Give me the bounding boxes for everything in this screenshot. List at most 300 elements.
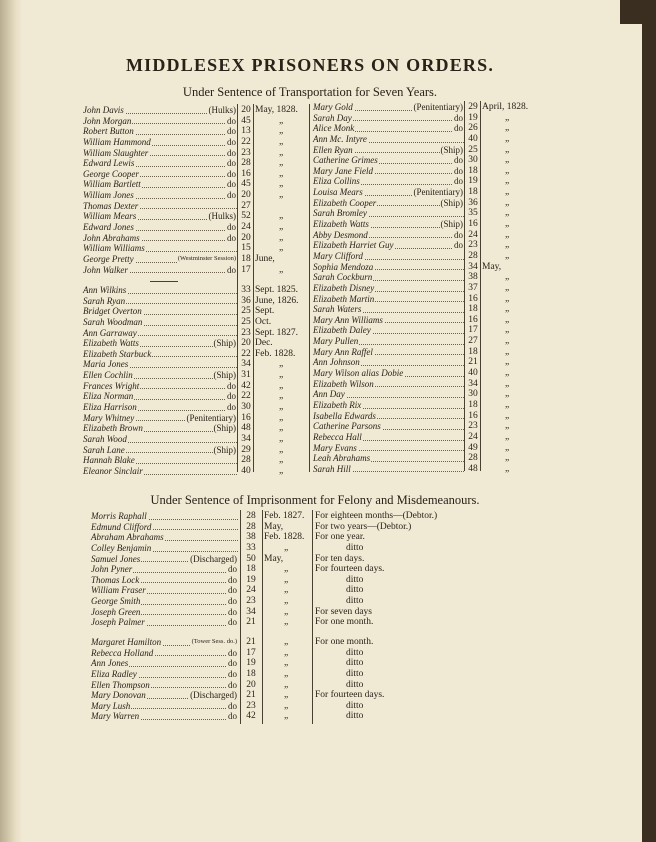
prisoner-note: (Ship) xyxy=(440,144,463,155)
prisoner-name xyxy=(90,711,140,722)
sentence-term: For one month. xyxy=(315,617,374,628)
prisoner-age: 22 xyxy=(241,391,251,402)
prisoner-name-text: Edward Lewis xyxy=(83,158,135,169)
prisoner-name xyxy=(90,522,152,533)
column-rule xyxy=(309,104,310,472)
prisoner-age: 20 xyxy=(241,338,251,349)
prisoner-note: (Hulks) xyxy=(208,211,236,222)
prisoner-name xyxy=(90,658,129,669)
record-row xyxy=(312,304,510,315)
sentence-date: „ xyxy=(505,187,510,198)
prisoner-note: do xyxy=(227,147,236,158)
prisoner-age: 22 xyxy=(241,348,251,359)
sentence-date: „ xyxy=(505,229,510,240)
prisoner-name xyxy=(90,532,165,543)
prisoner-note: do xyxy=(227,136,236,147)
prisoner-name-text: Catherine Grimes xyxy=(313,155,378,166)
prisoner-name xyxy=(312,251,364,262)
sentence-date: „ xyxy=(279,190,284,201)
sentence-date: „ xyxy=(279,444,284,455)
prisoner-name-text: Mary Ann Williams xyxy=(313,314,383,325)
sentence-term: For seven days xyxy=(315,606,372,617)
record-row xyxy=(312,208,510,219)
sentence-term: ditto xyxy=(346,574,364,585)
prisoner-name-text: Mary Clifford xyxy=(313,250,363,261)
record-row xyxy=(312,261,502,273)
prisoner-name xyxy=(90,575,140,586)
sentence-date: „ xyxy=(505,378,510,389)
prisoner-age: 16 xyxy=(241,412,251,423)
prisoner-note: (Ship) xyxy=(213,338,236,349)
record-row xyxy=(82,253,275,265)
record-row xyxy=(82,222,284,233)
record-row xyxy=(90,637,374,648)
prisoner-name-text: Mary Jane Field xyxy=(313,165,373,176)
prisoner-age: 38 xyxy=(246,532,256,543)
sentence-date: „ xyxy=(505,197,510,208)
prisoner-age: 45 xyxy=(241,179,251,190)
prisoner-name xyxy=(90,511,148,522)
sentence-date: „ xyxy=(284,564,289,575)
record-row xyxy=(90,647,364,659)
prisoner-age: 40 xyxy=(468,368,478,379)
sentence-date: April, 1828. xyxy=(482,102,529,112)
prisoner-note: (Ship) xyxy=(440,219,463,230)
sentence-term: ditto xyxy=(346,658,364,669)
sentence-date: „ xyxy=(279,264,284,275)
sentence-date: „ xyxy=(279,455,284,466)
prisoner-name-text: Bridget Overton xyxy=(83,306,142,317)
sentence-term: For one month. xyxy=(315,637,374,647)
column-rule xyxy=(464,101,465,471)
record-row xyxy=(90,596,364,607)
record-row xyxy=(82,455,284,466)
prisoner-note: (Penitentiary) xyxy=(413,187,463,198)
record-row xyxy=(312,421,510,432)
prisoner-name-text: Elizabeth Watts xyxy=(83,338,139,349)
prisoner-note: (Westminster Session) xyxy=(177,254,237,265)
record-row xyxy=(82,348,296,360)
prisoner-note: (Discharged) xyxy=(190,690,237,701)
sentence-date: „ xyxy=(279,370,284,381)
prisoner-name xyxy=(312,166,374,177)
sentence-date: „ xyxy=(279,391,284,402)
record-row xyxy=(312,389,510,400)
prisoner-name xyxy=(82,306,143,317)
record-row xyxy=(312,314,510,326)
record-row xyxy=(90,542,364,554)
prisoner-age: 28 xyxy=(468,250,478,261)
sentence-date: „ xyxy=(505,112,510,123)
prisoner-note: (Ship) xyxy=(213,423,236,434)
prisoner-name xyxy=(312,368,404,379)
sentence-date: Feb. 1828. xyxy=(255,348,296,359)
record-row xyxy=(82,306,275,317)
sentence-date: „ xyxy=(284,542,289,553)
sentence-term: ditto xyxy=(346,542,364,553)
prisoner-name-text: Sarah Cockburn xyxy=(313,272,373,283)
record-row xyxy=(90,617,374,628)
prisoner-age: 18 xyxy=(468,399,478,410)
prisoner-name xyxy=(312,283,375,294)
prisoner-note: do xyxy=(454,155,463,166)
record-row xyxy=(90,574,364,586)
record-row xyxy=(82,423,284,434)
sentence-date: „ xyxy=(279,243,284,254)
sentence-date: „ xyxy=(505,442,510,453)
prisoner-age: 30 xyxy=(468,155,478,166)
record-row xyxy=(312,431,510,443)
sentence-date: „ xyxy=(284,596,289,607)
sentence-date: „ xyxy=(279,423,284,434)
prisoner-age: 18 xyxy=(246,668,256,679)
prisoner-age: 24 xyxy=(468,229,478,240)
prisoner-age: 19 xyxy=(246,658,256,669)
sentence-term: For fourteen days. xyxy=(315,564,385,575)
prisoner-age: 23 xyxy=(246,700,256,711)
prisoner-name xyxy=(312,336,359,347)
prisoner-name xyxy=(312,155,379,166)
prisoner-note: do xyxy=(227,115,236,126)
prisoner-name xyxy=(90,690,147,701)
prisoner-age: 28 xyxy=(241,455,251,466)
prisoner-age: 45 xyxy=(241,115,251,126)
prisoner-note: do xyxy=(454,112,463,123)
sentence-date: „ xyxy=(505,431,510,442)
sentence-date: Oct. xyxy=(255,316,272,327)
prisoner-age: 20 xyxy=(246,679,256,690)
prisoner-name-text: Ann Wilkins xyxy=(83,285,127,295)
sentence-date: „ xyxy=(505,399,510,410)
record-row xyxy=(82,232,284,244)
record-row xyxy=(82,380,284,392)
prisoner-name-text: Elizabeth Watts xyxy=(313,219,369,230)
record-row xyxy=(312,187,510,198)
record-row xyxy=(312,463,510,475)
sentence-date: „ xyxy=(505,272,510,283)
prisoner-name-text: Sarah Ryan xyxy=(83,295,126,306)
prisoner-note: do xyxy=(228,606,237,617)
sentence-date: „ xyxy=(284,574,289,585)
prisoner-name-text: William Bartlett xyxy=(83,179,141,190)
prisoner-name xyxy=(312,262,374,273)
prisoner-name-text: John Davis xyxy=(83,105,124,115)
prisoner-name xyxy=(82,158,135,169)
prisoner-age: 50 xyxy=(246,553,256,564)
sentence-date: „ xyxy=(505,453,510,464)
prisoner-note: do xyxy=(228,647,237,658)
sentence-date: „ xyxy=(284,690,289,701)
prisoner-name-text: George Smith xyxy=(91,596,141,607)
sentence-date: „ xyxy=(284,679,289,690)
prisoner-name-text: Margaret Hamilton xyxy=(91,637,162,647)
prisoner-name-text: William Williams xyxy=(83,243,145,254)
prisoner-age: 31 xyxy=(241,370,251,381)
sentence-date: „ xyxy=(279,211,284,222)
prisoner-age: 34 xyxy=(468,261,478,272)
prisoner-age: 42 xyxy=(246,711,256,722)
column-rule xyxy=(480,101,481,471)
sentence-date: Sept. 1827. xyxy=(255,327,299,338)
prisoner-name-text: Eleanor Sinclair xyxy=(83,465,143,476)
prisoner-note: (Ship) xyxy=(213,444,236,455)
record-row xyxy=(90,606,372,618)
prisoner-age: 23 xyxy=(241,327,251,338)
prisoner-name-text: Sarah Hill xyxy=(313,463,351,474)
prisoner-name-text: Maria Jones xyxy=(83,359,129,370)
prisoner-age: 18 xyxy=(246,564,256,575)
prisoner-note: do xyxy=(227,126,236,137)
prisoner-name-text: Abraham Abrahams xyxy=(91,532,164,543)
record-row xyxy=(82,243,284,254)
record-row xyxy=(82,433,284,445)
prisoner-name xyxy=(312,134,368,145)
page-title: MIDDLESEX PRISONERS ON ORDERS. xyxy=(125,55,495,75)
prisoner-age: 23 xyxy=(468,421,478,432)
prisoner-name-text: Ann Garraway xyxy=(83,327,137,338)
sentence-date: „ xyxy=(505,336,510,347)
sentence-term: For two years—(Debtor.) xyxy=(315,521,412,532)
prisoner-name-text: Isabella Edwards xyxy=(313,410,376,421)
sentence-date: „ xyxy=(284,647,289,658)
prisoner-name xyxy=(312,198,377,209)
record-row xyxy=(312,368,510,379)
record-row xyxy=(312,197,510,209)
record-row xyxy=(312,325,510,336)
record-row xyxy=(82,359,284,370)
record-row xyxy=(312,410,510,422)
sentence-date: „ xyxy=(279,465,284,476)
record-row xyxy=(90,700,364,712)
prisoner-name-text: Mary Lush xyxy=(91,700,131,711)
prisoner-name xyxy=(82,381,140,392)
prisoner-name xyxy=(82,233,141,244)
prisoner-name xyxy=(312,453,371,464)
record-row xyxy=(312,442,510,454)
prisoner-age: 24 xyxy=(468,431,478,442)
sentence-date: Sept. xyxy=(255,306,275,317)
imprisonment-women-list xyxy=(90,637,385,722)
sentence-date: „ xyxy=(284,711,289,722)
sentence-date: „ xyxy=(505,155,510,166)
prisoner-name xyxy=(82,126,135,137)
prisoner-age: 35 xyxy=(468,208,478,219)
prisoner-name-text: Sarah Bromley xyxy=(313,208,367,219)
sentence-date: „ xyxy=(505,463,510,474)
prisoner-name-text: George Cooper xyxy=(83,168,139,179)
sentence-date: „ xyxy=(279,126,284,137)
sentence-date: „ xyxy=(505,144,510,155)
record-row xyxy=(82,136,284,148)
prisoner-age: 21 xyxy=(246,617,256,628)
prisoner-name xyxy=(312,464,352,475)
prisoner-name xyxy=(312,145,354,156)
prisoner-note: do xyxy=(227,168,236,179)
prisoner-name xyxy=(90,554,141,565)
prisoner-name xyxy=(82,455,136,466)
prisoner-name-text: William Fraser xyxy=(91,585,146,596)
prisoner-name xyxy=(82,222,135,233)
prisoner-name xyxy=(90,669,138,680)
prisoner-age: 28 xyxy=(468,453,478,464)
sentence-term: ditto xyxy=(346,585,364,596)
prisoner-name-text: Elizabeth Daley xyxy=(313,325,371,336)
prisoner-age: 21 xyxy=(468,357,478,368)
record-row xyxy=(312,165,510,177)
prisoner-name-text: Morris Raphall xyxy=(91,511,147,521)
prisoner-age: 21 xyxy=(246,637,256,647)
prisoner-name xyxy=(312,102,354,113)
transportation-men-list xyxy=(82,105,298,275)
prisoner-name xyxy=(312,208,368,219)
record-row xyxy=(312,112,510,124)
prisoner-age: 29 xyxy=(241,444,251,455)
record-row xyxy=(82,190,284,201)
prisoner-note: do xyxy=(227,264,236,275)
prisoner-age: 17 xyxy=(468,325,478,336)
prisoner-name-text: William Jones xyxy=(83,190,134,201)
prisoner-name-text: John Abrahams xyxy=(83,232,140,243)
prisoner-name-text: Rebecca Hall xyxy=(313,431,362,442)
prisoner-name xyxy=(312,325,372,336)
prisoner-note: do xyxy=(227,222,236,233)
sentence-date: „ xyxy=(505,176,510,187)
prisoner-note: do xyxy=(454,229,463,240)
prisoner-name-text: Mary Whitney xyxy=(83,412,135,423)
prisoner-age: 27 xyxy=(241,200,251,211)
prisoner-note: do xyxy=(227,190,236,201)
prisoner-name xyxy=(312,187,364,198)
record-row xyxy=(312,282,510,294)
prisoner-name xyxy=(312,123,355,134)
prisoner-note: do xyxy=(228,585,237,596)
prisoner-age: 48 xyxy=(468,463,478,474)
prisoner-age: 18 xyxy=(468,346,478,357)
prisoner-age: 18 xyxy=(241,253,251,264)
prisoner-age: 34 xyxy=(241,359,251,370)
imprisonment-heading: Under Sentence of Imprisonment for Felony and Misdemeanours. xyxy=(150,493,480,507)
prisoner-name-text: Eliza Harrison xyxy=(83,402,137,413)
prisoner-name xyxy=(82,445,126,456)
prisoner-name xyxy=(82,338,140,349)
record-row xyxy=(82,402,284,413)
sentence-date: „ xyxy=(505,368,510,379)
section-divider xyxy=(150,281,178,282)
prisoner-note: do xyxy=(228,596,237,607)
sentence-date: May, xyxy=(264,521,284,532)
prisoner-note: do xyxy=(228,668,237,679)
record-row xyxy=(312,240,510,251)
sentence-date: „ xyxy=(284,668,289,679)
sentence-date: „ xyxy=(279,179,284,190)
sentence-date: „ xyxy=(505,133,510,144)
sentence-date: „ xyxy=(505,282,510,293)
prisoner-name xyxy=(82,116,132,127)
prisoner-name-text: Elizabeth Rix xyxy=(313,399,362,410)
prisoner-note: do xyxy=(228,679,237,690)
prisoner-name xyxy=(312,432,363,443)
record-row xyxy=(82,465,284,477)
prisoner-name xyxy=(312,400,362,411)
prisoner-name-text: Eliza Collins xyxy=(313,176,360,187)
prisoner-name-text: William Slaughter xyxy=(83,147,149,158)
prisoner-name-text: Elizabeth Starbuck xyxy=(83,348,152,359)
prisoner-name xyxy=(90,585,147,596)
sentence-term: For ten days. xyxy=(315,553,365,564)
sentence-term: ditto xyxy=(346,596,364,607)
record-row xyxy=(90,711,364,722)
prisoner-name xyxy=(82,370,134,381)
prisoner-name xyxy=(82,148,149,159)
prisoner-note: (Tower Sess. do.) xyxy=(191,637,238,648)
prisoner-age: 25 xyxy=(241,316,251,327)
prisoner-name xyxy=(312,304,362,315)
prisoner-age: 18 xyxy=(468,165,478,176)
record-row xyxy=(312,399,510,411)
record-row xyxy=(82,295,299,307)
prisoner-note: do xyxy=(227,402,236,413)
sentence-date: „ xyxy=(505,357,510,368)
sentence-date: „ xyxy=(279,232,284,243)
prisoner-name xyxy=(82,285,127,296)
prisoner-name-text: Frances Wright xyxy=(83,380,140,391)
prisoner-age: 27 xyxy=(468,336,478,347)
prisoner-age: 48 xyxy=(241,423,251,434)
sentence-term: For fourteen days. xyxy=(315,690,385,701)
prisoner-name xyxy=(82,211,137,222)
prisoner-name xyxy=(312,176,361,187)
record-row xyxy=(90,564,385,575)
prisoner-name-text: Mary Wilson alias Dobie xyxy=(313,368,404,379)
prisoner-name-text: Sarah Waters xyxy=(313,304,362,315)
prisoner-name-text: Sarah Wood xyxy=(83,433,127,444)
sentence-term: ditto xyxy=(346,679,364,690)
prisoner-note: do xyxy=(228,700,237,711)
sentence-date: „ xyxy=(279,433,284,444)
record-row xyxy=(90,679,364,691)
prisoner-name-text: Edward Jones xyxy=(83,222,134,233)
prisoner-note: (Penitentiary) xyxy=(413,102,463,112)
sentence-date: „ xyxy=(505,421,510,432)
record-row xyxy=(82,115,284,127)
prisoner-name xyxy=(82,265,129,276)
prisoner-age: 42 xyxy=(241,380,251,391)
sentence-date: May, xyxy=(482,261,502,272)
prisoner-age: 23 xyxy=(241,147,251,158)
record-row xyxy=(82,168,284,180)
record-row xyxy=(90,521,412,533)
sentence-date: Feb. 1827. xyxy=(264,511,305,521)
prisoner-name-text: John Morgan xyxy=(83,115,132,126)
sentence-date: „ xyxy=(505,165,510,176)
prisoner-note: do xyxy=(228,617,237,628)
prisoner-name xyxy=(82,434,128,445)
prisoner-name xyxy=(82,423,144,434)
prisoner-note: do xyxy=(227,380,236,391)
prisoner-name xyxy=(312,219,370,230)
prisoner-name-text: John Walker xyxy=(83,264,128,275)
prisoner-name xyxy=(82,179,142,190)
prisoner-name xyxy=(82,190,135,201)
record-row xyxy=(312,346,510,358)
prisoner-name-text: Joseph Green xyxy=(91,606,141,617)
record-row xyxy=(82,147,284,159)
sentence-date: „ xyxy=(279,115,284,126)
sentence-date: „ xyxy=(505,325,510,336)
prisoner-name-text: Sarah Lane xyxy=(83,444,125,455)
prisoner-age: 24 xyxy=(246,585,256,596)
prisoner-name-text: Ann Mc. Intyre xyxy=(313,133,367,144)
